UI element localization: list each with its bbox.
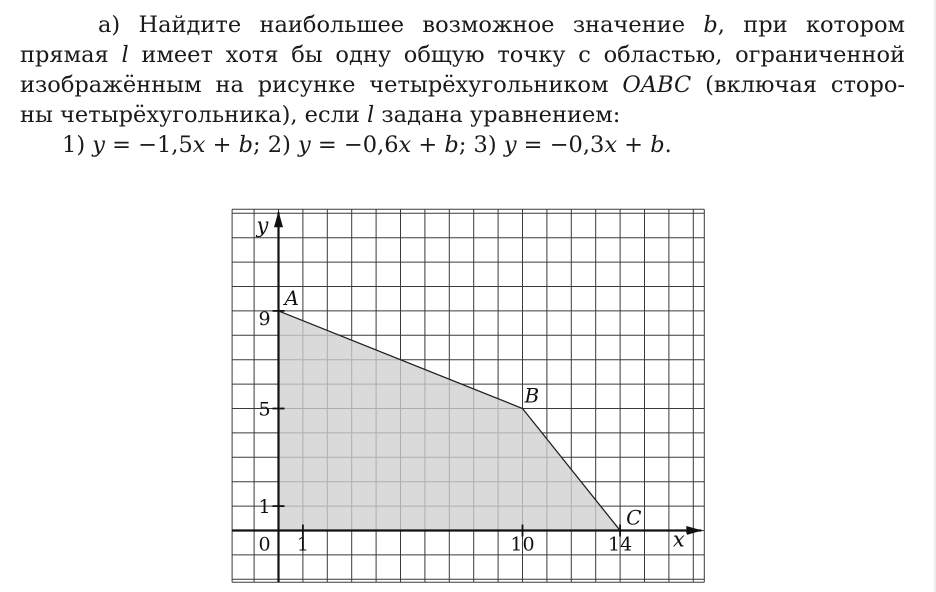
x-axis-arrow-icon — [686, 526, 702, 535]
y-tick-label-1: 1 — [258, 496, 271, 519]
problem-equations: 1) y = −1,5x + b; 2) y = −0,6x + b; 3) y = −0,3x + b. — [62, 132, 672, 158]
x-tick-label-10: 10 — [510, 533, 535, 556]
problem-line-4: ны четырёхугольника), если l задана уравнением: — [20, 102, 621, 128]
problem-line-2: прямая l имеет хотя бы одну общую точку с областью, ограниченной — [20, 42, 906, 68]
x-axis-label: x — [672, 527, 685, 552]
problem-line-1: а) Найдите наибольшее возможное значение b, при котором — [98, 12, 906, 38]
origin-label: 0 — [258, 533, 271, 556]
problem-line-3: изображённым на рисунке четырёхугольником OABC (включая сторо- — [20, 72, 905, 98]
vertex-label-c: C — [626, 505, 642, 530]
y-tick-label-5: 5 — [258, 398, 271, 421]
vertex-label-b: B — [524, 383, 540, 408]
vertex-label-a: A — [284, 285, 299, 310]
x-tick-label-14: 14 — [608, 533, 633, 556]
y-axis-label: y — [256, 213, 269, 238]
y-tick-label-9: 9 — [258, 307, 271, 330]
x-tick-label-1: 1 — [296, 533, 309, 556]
